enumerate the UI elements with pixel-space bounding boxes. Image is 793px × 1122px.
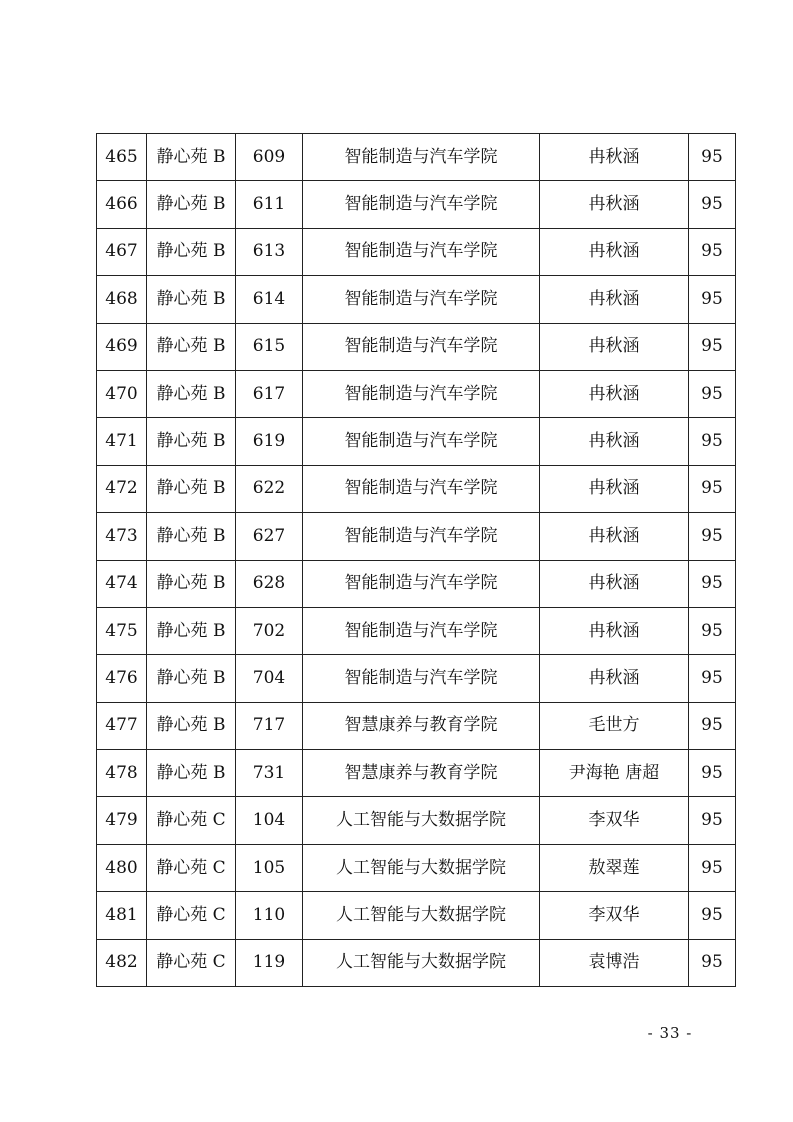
- college-cell: 智能制造与汽车学院: [303, 607, 540, 654]
- table-row: [97, 134, 736, 181]
- responsible-person-cell: 冉秋涵: [540, 655, 689, 702]
- college-cell: 智能制造与汽车学院: [303, 465, 540, 512]
- row-number-cell: 467: [97, 228, 147, 275]
- room-number-cell: 622: [236, 465, 303, 512]
- table-row: [97, 276, 736, 323]
- room-number-cell: 617: [236, 370, 303, 417]
- building-cell: 静心苑 B: [147, 134, 236, 181]
- row-number-cell: 465: [97, 134, 147, 181]
- table-row: [97, 939, 736, 986]
- room-number-cell: 611: [236, 181, 303, 228]
- row-number-cell: 470: [97, 370, 147, 417]
- score-cell: 95: [689, 750, 736, 797]
- responsible-person-cell: 冉秋涵: [540, 560, 689, 607]
- college-cell: 智能制造与汽车学院: [303, 181, 540, 228]
- row-number-cell: 479: [97, 797, 147, 844]
- row-number-cell: 482: [97, 939, 147, 986]
- row-number-cell: 477: [97, 702, 147, 749]
- building-cell: 静心苑 B: [147, 418, 236, 465]
- table-row: [97, 323, 736, 370]
- table-row: [97, 181, 736, 228]
- room-number-cell: 627: [236, 513, 303, 560]
- table-row: [97, 228, 736, 275]
- responsible-person-cell: 冉秋涵: [540, 418, 689, 465]
- score-cell: 95: [689, 465, 736, 512]
- row-number-cell: 472: [97, 465, 147, 512]
- page-number: - 33 -: [647, 1024, 693, 1042]
- dormitory-table: [96, 133, 736, 987]
- college-cell: 人工智能与大数据学院: [303, 939, 540, 986]
- row-number-cell: 473: [97, 513, 147, 560]
- college-cell: 智能制造与汽车学院: [303, 134, 540, 181]
- responsible-person-cell: 李双华: [540, 797, 689, 844]
- table-row: [97, 465, 736, 512]
- row-number-cell: 476: [97, 655, 147, 702]
- score-cell: 95: [689, 323, 736, 370]
- score-cell: 95: [689, 181, 736, 228]
- table-row: [97, 607, 736, 654]
- row-number-cell: 480: [97, 844, 147, 891]
- room-number-cell: 613: [236, 228, 303, 275]
- building-cell: 静心苑 B: [147, 655, 236, 702]
- score-cell: 95: [689, 513, 736, 560]
- responsible-person-cell: 李双华: [540, 892, 689, 939]
- score-cell: 95: [689, 418, 736, 465]
- responsible-person-cell: 尹海艳 唐超: [540, 750, 689, 797]
- building-cell: 静心苑 C: [147, 797, 236, 844]
- row-number-cell: 471: [97, 418, 147, 465]
- building-cell: 静心苑 B: [147, 560, 236, 607]
- college-cell: 智能制造与汽车学院: [303, 418, 540, 465]
- college-cell: 智慧康养与教育学院: [303, 702, 540, 749]
- building-cell: 静心苑 C: [147, 844, 236, 891]
- room-number-cell: 609: [236, 134, 303, 181]
- dormitory-table-body: [97, 134, 736, 987]
- table-row: [97, 513, 736, 560]
- responsible-person-cell: 冉秋涵: [540, 228, 689, 275]
- building-cell: 静心苑 B: [147, 181, 236, 228]
- college-cell: 人工智能与大数据学院: [303, 797, 540, 844]
- college-cell: 智能制造与汽车学院: [303, 655, 540, 702]
- table-row: [97, 797, 736, 844]
- building-cell: 静心苑 B: [147, 750, 236, 797]
- score-cell: 95: [689, 560, 736, 607]
- room-number-cell: 104: [236, 797, 303, 844]
- table-row: [97, 892, 736, 939]
- room-number-cell: 614: [236, 276, 303, 323]
- college-cell: 人工智能与大数据学院: [303, 844, 540, 891]
- room-number-cell: 628: [236, 560, 303, 607]
- building-cell: 静心苑 B: [147, 228, 236, 275]
- college-cell: 智能制造与汽车学院: [303, 228, 540, 275]
- room-number-cell: 702: [236, 607, 303, 654]
- table-row: [97, 560, 736, 607]
- row-number-cell: 468: [97, 276, 147, 323]
- building-cell: 静心苑 B: [147, 607, 236, 654]
- row-number-cell: 475: [97, 607, 147, 654]
- table-row: [97, 370, 736, 417]
- responsible-person-cell: 冉秋涵: [540, 465, 689, 512]
- score-cell: 95: [689, 370, 736, 417]
- row-number-cell: 466: [97, 181, 147, 228]
- table-row: [97, 655, 736, 702]
- score-cell: 95: [689, 892, 736, 939]
- college-cell: 智能制造与汽车学院: [303, 370, 540, 417]
- building-cell: 静心苑 B: [147, 702, 236, 749]
- table-row: [97, 418, 736, 465]
- room-number-cell: 619: [236, 418, 303, 465]
- score-cell: 95: [689, 607, 736, 654]
- table-row: [97, 702, 736, 749]
- room-number-cell: 731: [236, 750, 303, 797]
- building-cell: 静心苑 B: [147, 465, 236, 512]
- room-number-cell: 704: [236, 655, 303, 702]
- responsible-person-cell: 毛世方: [540, 702, 689, 749]
- row-number-cell: 469: [97, 323, 147, 370]
- score-cell: 95: [689, 702, 736, 749]
- row-number-cell: 481: [97, 892, 147, 939]
- building-cell: 静心苑 B: [147, 276, 236, 323]
- responsible-person-cell: 冉秋涵: [540, 276, 689, 323]
- building-cell: 静心苑 B: [147, 513, 236, 560]
- college-cell: 人工智能与大数据学院: [303, 892, 540, 939]
- score-cell: 95: [689, 939, 736, 986]
- score-cell: 95: [689, 797, 736, 844]
- responsible-person-cell: 冉秋涵: [540, 513, 689, 560]
- score-cell: 95: [689, 844, 736, 891]
- score-cell: 95: [689, 228, 736, 275]
- building-cell: 静心苑 C: [147, 939, 236, 986]
- building-cell: 静心苑 B: [147, 370, 236, 417]
- building-cell: 静心苑 B: [147, 323, 236, 370]
- building-cell: 静心苑 C: [147, 892, 236, 939]
- score-cell: 95: [689, 134, 736, 181]
- room-number-cell: 717: [236, 702, 303, 749]
- college-cell: 智慧康养与教育学院: [303, 750, 540, 797]
- responsible-person-cell: 冉秋涵: [540, 370, 689, 417]
- responsible-person-cell: 冉秋涵: [540, 323, 689, 370]
- room-number-cell: 119: [236, 939, 303, 986]
- responsible-person-cell: 冉秋涵: [540, 181, 689, 228]
- college-cell: 智能制造与汽车学院: [303, 560, 540, 607]
- score-cell: 95: [689, 276, 736, 323]
- room-number-cell: 615: [236, 323, 303, 370]
- college-cell: 智能制造与汽车学院: [303, 513, 540, 560]
- room-number-cell: 110: [236, 892, 303, 939]
- responsible-person-cell: 敖翠莲: [540, 844, 689, 891]
- score-cell: 95: [689, 655, 736, 702]
- responsible-person-cell: 冉秋涵: [540, 607, 689, 654]
- row-number-cell: 478: [97, 750, 147, 797]
- responsible-person-cell: 袁博浩: [540, 939, 689, 986]
- college-cell: 智能制造与汽车学院: [303, 323, 540, 370]
- college-cell: 智能制造与汽车学院: [303, 276, 540, 323]
- table-row: [97, 750, 736, 797]
- row-number-cell: 474: [97, 560, 147, 607]
- responsible-person-cell: 冉秋涵: [540, 134, 689, 181]
- table-row: [97, 844, 736, 891]
- room-number-cell: 105: [236, 844, 303, 891]
